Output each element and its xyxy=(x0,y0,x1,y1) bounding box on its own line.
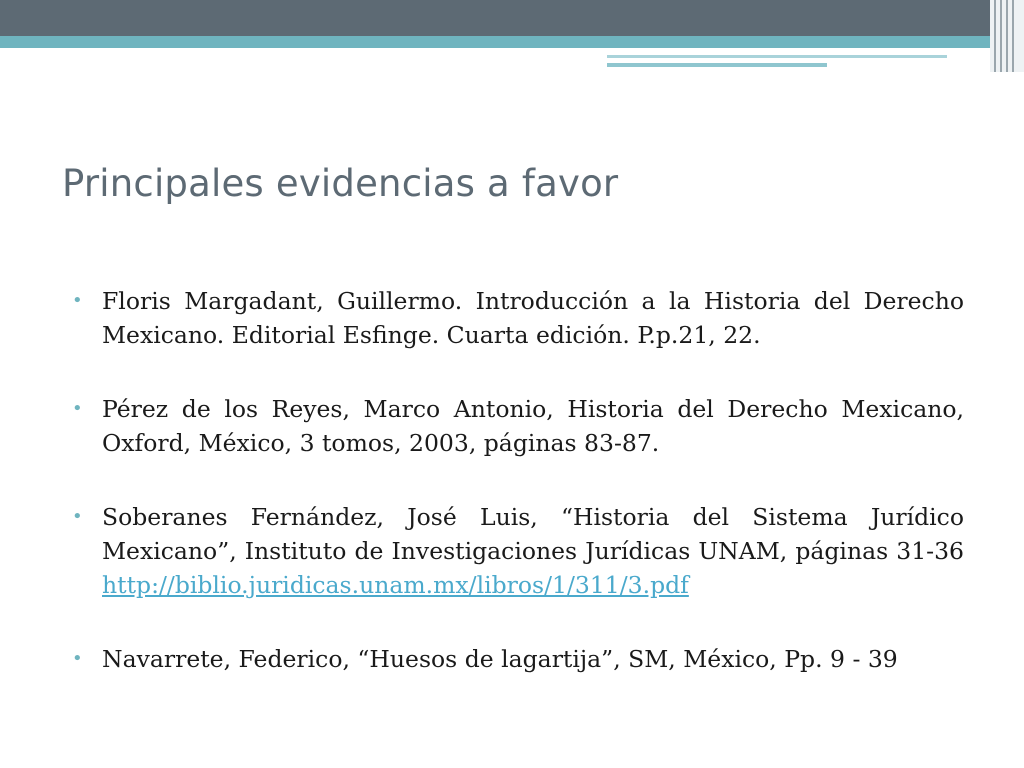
reference-item xyxy=(72,642,964,676)
bullet-icon: • xyxy=(72,648,83,669)
reference-text: Pérez de los Reyes, Marco Antonio, Historia del Derecho Mexicano, Oxford, México, 3 tomos, 2003, páginas 83-87. xyxy=(102,395,964,457)
corner-stripe xyxy=(1000,0,1002,72)
header-accent-line xyxy=(607,55,947,58)
bullet-icon: • xyxy=(72,506,83,527)
header-accent-line-short xyxy=(607,63,827,67)
bullet-icon: • xyxy=(72,398,83,419)
reference-text: Floris Margadant, Guillermo. Introducción a la Historia del Derecho Mexicano. Editorial Esfinge. Cuarta edición. P.p.21, 22. xyxy=(102,287,964,349)
header-accent-band xyxy=(0,36,1024,48)
reference-pdf-link[interactable]: http://biblio.juridicas.unam.mx/libros/1/311/3.pdf xyxy=(102,571,689,599)
corner-stripes-decoration xyxy=(990,0,1024,72)
slide-title: Principales evidencias a favor xyxy=(62,162,619,205)
reference-text: Soberanes Fernández, José Luis, “Historia del Sistema Jurídico Mexicano”, Instituto de Investigaciones Jurídicas UNAM, páginas 31-36 xyxy=(102,503,964,565)
bullet-icon: • xyxy=(72,290,83,311)
reference-text: Navarrete, Federico, “Huesos de lagartija”, SM, México, Pp. 9 - 39 xyxy=(102,645,898,673)
header-bar xyxy=(0,0,1024,36)
corner-stripe xyxy=(994,0,996,72)
corner-stripe xyxy=(1012,0,1014,72)
reference-item xyxy=(72,392,964,460)
references-list xyxy=(72,284,964,716)
reference-item xyxy=(72,500,964,602)
corner-stripe xyxy=(1006,0,1008,72)
reference-item xyxy=(72,284,964,352)
